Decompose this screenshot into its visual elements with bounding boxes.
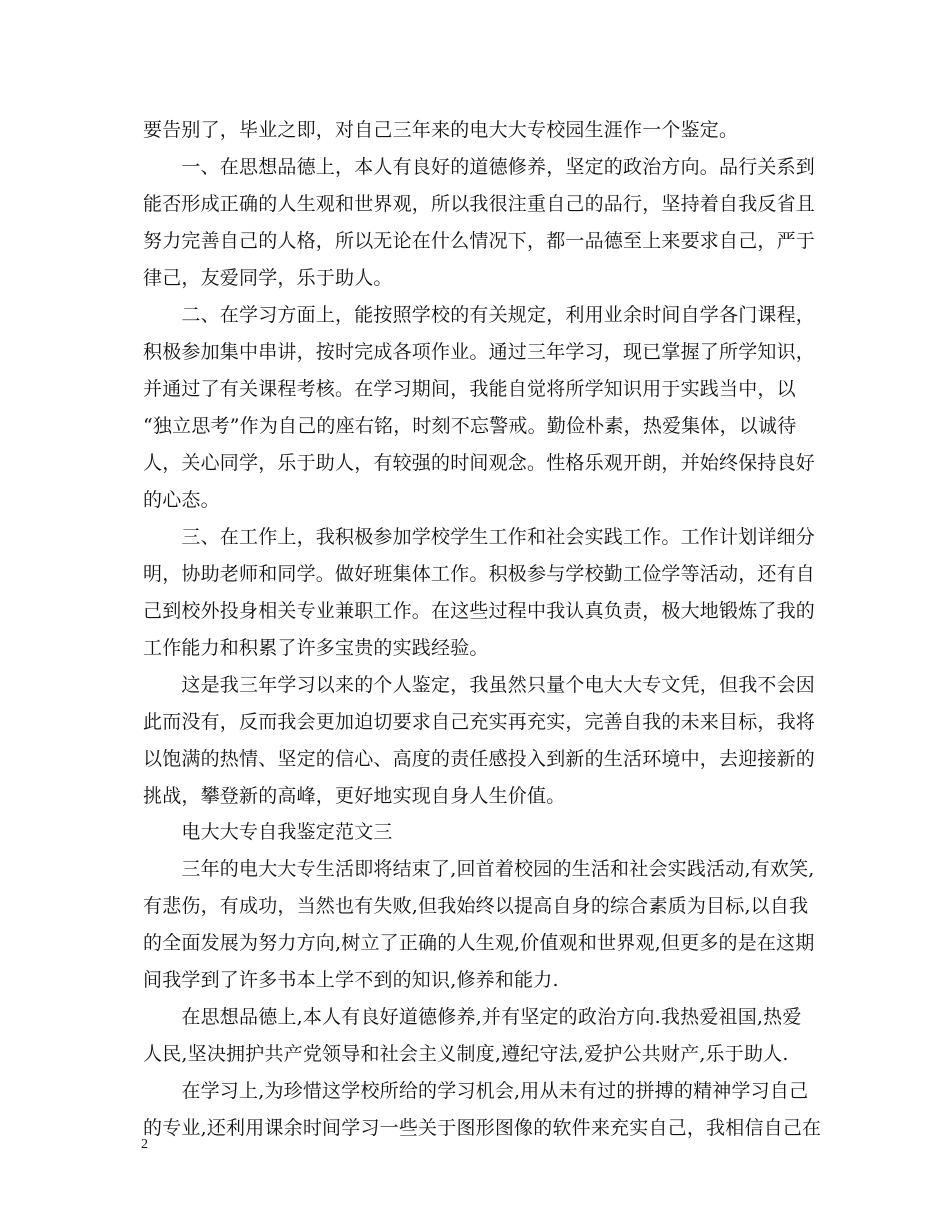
text-line: “独立思考”作为自己的座右铭，时刻不忘警戒。勤俭朴素，热爱集体，以诚待 <box>143 415 797 437</box>
text-line: 努力完善自己的人格，所以无论在什么情况下，都一品德至上来要求自己，严于 <box>143 230 816 252</box>
text-line: 人民,坚决拥护共产党领导和社会主义制度,遵纪守法,爱护公共财产,乐于助人. <box>143 1043 789 1065</box>
text-line: 有悲伤，有成功，当然也有失败,但我始终以提高自身的综合素质为目标,以自我 <box>143 895 809 917</box>
text-line: 在学习上,为珍惜这学校所给的学习机会,用从未有过的拼搏的精神学习自己 <box>143 1080 809 1102</box>
section-heading: 电大大专自我鉴定范文三 <box>143 821 393 843</box>
text-line: 三年的电大大专生活即将结束了,回首着校园的生活和社会实践活动,有欢笑, <box>143 858 815 880</box>
text-line: 的心态。 <box>143 489 220 511</box>
text-line: 一、在思想品德上，本人有良好的道德修养，坚定的政治方向。品行关系到 <box>143 156 816 178</box>
text-line: 明，协助老师和同学。做好班集体工作。积极参与学校勤工俭学等活动，还有自 <box>143 563 816 585</box>
text-line: 这是我三年学习以来的个人鉴定，我虽然只量个电大大专文凭，但我不会因 <box>143 674 816 696</box>
text-line: 的全面发展为努力方向,树立了正确的人生观,价值观和世界观,但更多的是在这期 <box>143 932 815 954</box>
text-line: 挑战，攀登新的高峰，更好地实现自身人生价值。 <box>143 785 566 807</box>
text-line: 在思想品德上,本人有良好道德修养,并有坚定的政治方向.我热爱祖国,热爱 <box>143 1006 802 1028</box>
page-number: 2 <box>141 1137 148 1152</box>
text-line: 以饱满的热情、坚定的信心、高度的责任感投入到新的生活环境中，去迎接新的 <box>143 748 816 770</box>
text-line: 要告别了，毕业之即，对自己三年来的电大大专校园生涯作一个鉴定。 <box>143 119 739 141</box>
text-line: 的专业,还利用课余时间学习一些关于图形图像的软件来充实自己，我相信自己在 <box>143 1117 822 1139</box>
text-line: 二、在学习方面上，能按照学校的有关规定，利用业余时间自学各门课程， <box>143 304 816 326</box>
text-line: 并通过了有关课程考核。在学习期间，我能自觉将所学知识用于实践当中，以 <box>143 378 796 400</box>
text-line: 此而没有，反而我会更加迫切要求自己充实再充实，完善自我的未来目标，我将 <box>143 711 816 733</box>
text-line: 三、在工作上，我积极参加学校学生工作和社会实践工作。工作计划详细分 <box>143 526 816 548</box>
text-line: 工作能力和积累了许多宝贵的实践经验。 <box>143 637 489 659</box>
text-line: 积极参加集中串讲，按时完成各项作业。通过三年学习，现已掌握了所学知识， <box>143 341 816 363</box>
text-line: 律己，友爱同学，乐于助人。 <box>143 267 393 289</box>
text-line: 能否形成正确的人生观和世界观，所以我很注重自己的品行，坚持着自我反省且 <box>143 193 816 215</box>
text-line: 人，关心同学，乐于助人，有较强的时间观念。性格乐观开朗，并始终保持良好 <box>143 452 816 474</box>
text-line: 间我学到了许多书本上学不到的知识,修养和能力. <box>143 969 559 991</box>
text-line: 己到校外投身相关专业兼职工作。在这些过程中我认真负责，极大地锻炼了我的 <box>143 600 816 622</box>
